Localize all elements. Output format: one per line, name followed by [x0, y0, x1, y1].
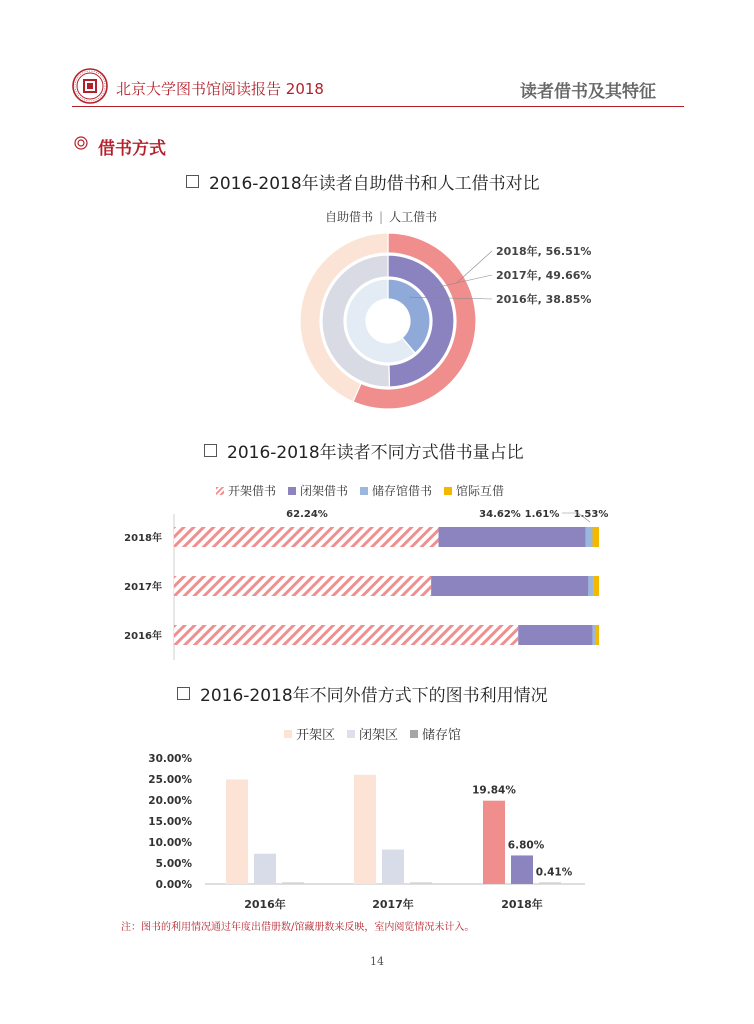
donut-data-label: 2018年, 56.51%: [496, 245, 592, 258]
column-bar: [226, 779, 248, 884]
column-bar: [511, 855, 533, 884]
y-tick-label: 10.00%: [148, 837, 192, 849]
data-label: 1.53%: [573, 509, 609, 520]
x-tick-label: 2018年: [501, 898, 543, 911]
legend-open-shelf: 开架借书: [216, 482, 276, 499]
data-label: 1.61%: [524, 509, 560, 520]
category-label: 2018年: [124, 533, 162, 544]
legend-storage-area: 储存馆: [410, 724, 461, 743]
category-label: 2017年: [124, 582, 162, 593]
chapter-title: 读者借书及其特征: [520, 82, 656, 102]
data-label: 19.84%: [472, 784, 516, 797]
legend-swatch: [284, 730, 292, 738]
legend-swatch: [444, 487, 452, 495]
y-tick-label: 20.00%: [148, 795, 192, 807]
y-tick-label: 5.00%: [155, 858, 192, 870]
column-bar: [382, 850, 404, 884]
bar-segment: [439, 527, 586, 547]
stacked-bar-legend: [216, 482, 516, 499]
legend-storage: 储存馆借书: [360, 482, 432, 499]
column-bar: [254, 854, 276, 884]
university-seal-logo: [72, 68, 108, 104]
bar-segment: [518, 625, 592, 645]
section-title: 借书方式: [98, 139, 166, 159]
checkbox-icon: [204, 444, 217, 457]
bar-segment: [174, 625, 518, 645]
column-bar: [539, 882, 561, 884]
page-number: 14: [370, 955, 384, 968]
column-chart-title: 2016-2018年不同外借方式下的图书利用情况: [177, 681, 548, 706]
footnote: 注：图书的利用情况通过年度出借册数/馆藏册数来反映，室内阅览情况未计入。: [121, 922, 475, 933]
donut-data-label: 2016年, 38.85%: [496, 293, 592, 306]
y-tick-label: 30.00%: [148, 753, 192, 765]
donut-chart: [280, 225, 620, 415]
checkbox-icon: [177, 687, 190, 700]
category-label: 2016年: [124, 631, 162, 642]
legend-separator: |: [379, 209, 384, 224]
bar-segment: [174, 576, 431, 596]
legend-swatch: [288, 487, 296, 495]
bar-segment: [431, 576, 588, 596]
column-legend: [284, 724, 473, 743]
data-label: 62.24%: [286, 509, 328, 520]
column-bar: [282, 882, 304, 884]
legend-closed-shelf: 闭架借书: [288, 482, 348, 499]
double-circle-icon: [74, 136, 88, 150]
data-label: 6.80%: [507, 839, 545, 852]
bar-segment: [596, 625, 599, 645]
bar-segment: [594, 576, 599, 596]
bar-segment: [592, 527, 599, 547]
y-tick-label: 25.00%: [148, 774, 192, 786]
data-label: 34.62%: [479, 509, 521, 520]
column-bar: [410, 882, 432, 884]
legend-open-area: 开架区: [284, 724, 335, 743]
legend-swatch: [410, 730, 418, 738]
legend-self-service: 自助借书: [325, 210, 374, 224]
column-bar: [483, 801, 505, 884]
legend-interlibrary: 馆际互借: [444, 482, 504, 499]
stacked-bar-chart-title: 2016-2018年读者不同方式借书量占比: [204, 438, 524, 463]
column-bar: [354, 775, 376, 884]
y-tick-label: 0.00%: [155, 879, 192, 891]
checkbox-icon: [186, 175, 199, 188]
x-tick-label: 2017年: [372, 898, 414, 911]
header-divider: [72, 106, 684, 107]
legend-swatch: [360, 487, 368, 495]
report-title: 北京大学图书馆阅读报告 2018: [116, 80, 324, 98]
x-tick-label: 2016年: [244, 898, 286, 911]
y-tick-label: 15.00%: [148, 816, 192, 828]
bar-segment: [586, 527, 593, 547]
stacked-bar-chart: [100, 500, 620, 662]
donut-legend: [325, 208, 437, 225]
donut-chart-title: 2016-2018年读者自助借书和人工借书对比: [186, 169, 540, 194]
legend-closed-area: 闭架区: [347, 724, 398, 743]
bar-segment: [593, 625, 596, 645]
legend-swatch: [347, 730, 355, 738]
donut-data-label: 2017年, 49.66%: [496, 269, 592, 282]
bar-segment: [588, 576, 594, 596]
legend-manual: 人工借书: [389, 210, 438, 224]
legend-swatch: [216, 487, 224, 495]
leader-line: [456, 251, 492, 283]
column-chart: [100, 748, 600, 914]
data-label: 0.41%: [535, 866, 573, 879]
bar-segment: [174, 527, 439, 547]
